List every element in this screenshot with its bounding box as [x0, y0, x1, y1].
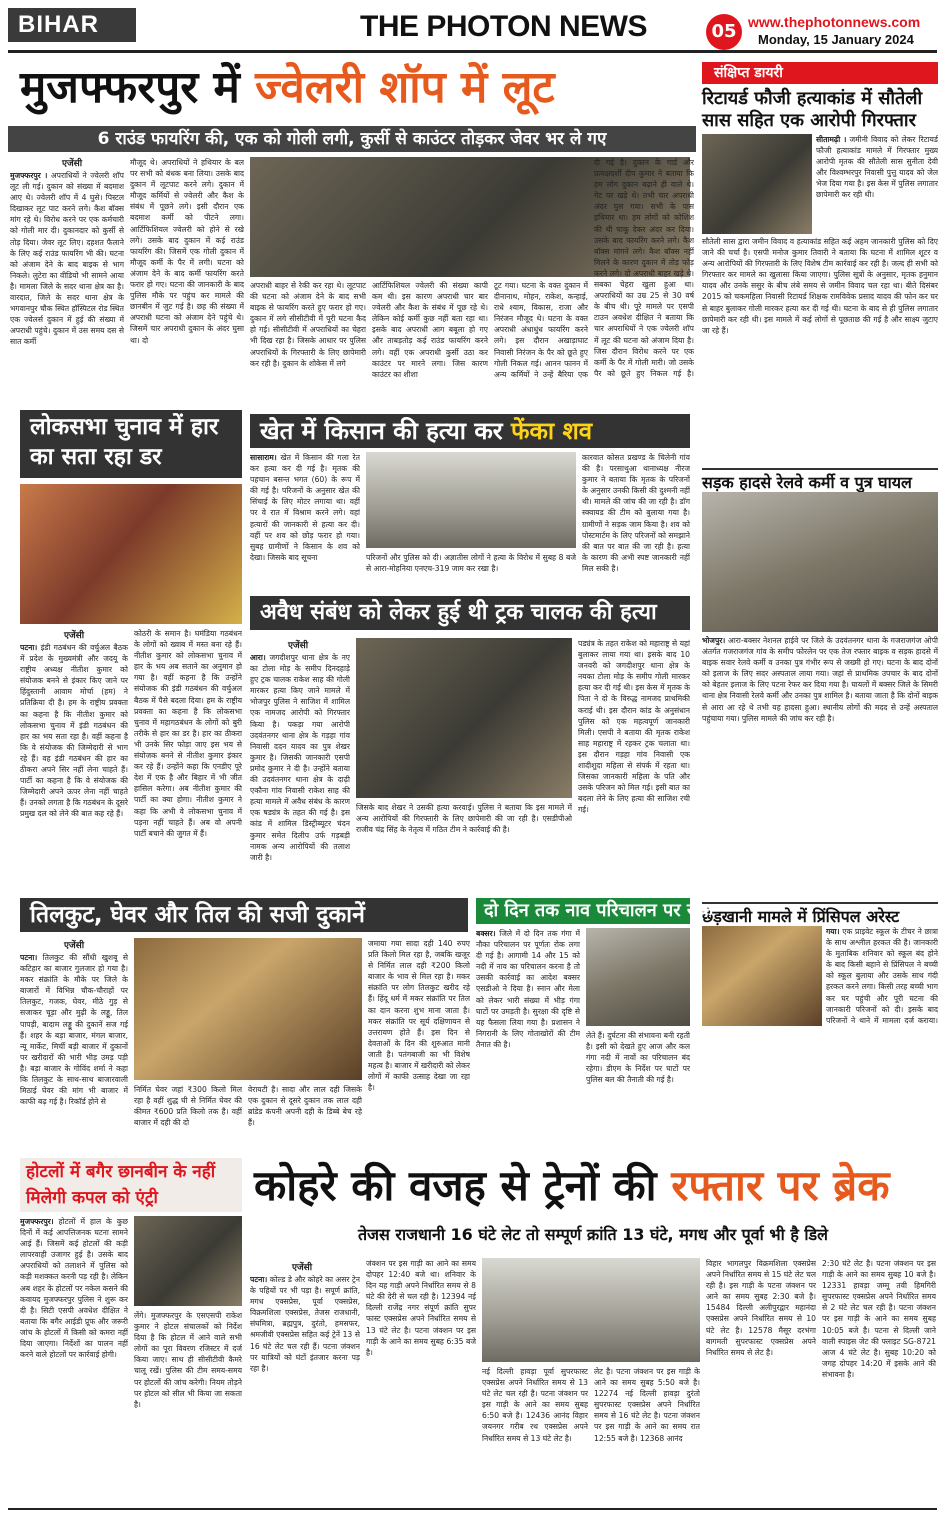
- train-col4: लेट है। पटना जंक्शन पर इस गाड़ी के आने का समय सुबह 5:50 बजे है। 12274 नई दिल्ली हावड़ा दुरंतो सुपरफास्ट एक्सप्रेस अपने निर्धारित समय से 16 घंटे लेट है। पटना जंक्शन पर इस गाड़ी के आने का समय रात 12:55 बजे है। 12368 आनंद: [594, 1367, 700, 1443]
- train-col1: पटना। कोल्ड डे और कोहरे का असर ट्रेन के पहियों पर भी पड़ा है। सपूर्ण क्रांति, मगध एक्सप्रेस, पूर्वा एक्सप्रेस, विक्रमशिला एक्सप्रेस, तेजस राजधानी, संघमित्रा, ब्रह्मपुत्र, दुरंतो, हमसफर, श्रमजीवी एक्सप्रेस सहित कई ट्रेनें 13 से 16 घंटे लेट चल रही हैं। पटना जंक्शन पर यात्रियों को घंटों इंतजार करना पड़ रहा है।: [250, 1275, 360, 1373]
- naav-col2: लेते हैं। दुर्घटना की संभावना बनी रहती है। इसी को देखते हुए आज और कल गंगा नदी में नावों का परिचालन बंद रहेगा। डीएम के निर्देश पर घाटों पर पुलिस बल की तैनाती की गई है।: [586, 1031, 690, 1085]
- tilkut-agency: एजेंसी: [64, 941, 85, 951]
- sidebar-story1-more: सौतेली सास द्वारा जमीन विवाद व हत्याकांड सहित कई अहम जानकारी पुलिस को दिए जाने की चर्चा है। एसपी मनोज कुमार तिवारी ने बताया कि घटना में शामिल शूटर व अन्य आरोपियों की गिरफ्तारी के लिए विशेष टीम कार्रवाई कर रही है। जल्द ही सभी को गिरफ्तार कर मामले का खुलासा किया जाएगा। पुलिस सूत्रों के अनुसार, मृतक हनुमान यादव और उनके ससुर के बीच लंबे समय से जमीन विवाद चल रहा था। बीते दिसंबर 2015 को चकमहिला निवासी रिटायर्ड शिक्षक रामविवेक प्रसाद यादव की फोन कर घर से बाहर बुलाकर गोली मारकर हत्या कर दी गई थी। घटना के बाद से ही पुलिस लगातार छापेमारी कर रही थी। इस मामले में कई लोगों से पूछताछ की गई है और साक्ष्य जुटाए जा रहे हैं।: [702, 237, 938, 335]
- hotel-headline: होटलों में बगैर छानबीन के नहीं मिलेगी कपल को एंट्री: [20, 1158, 242, 1212]
- naav-photo: [586, 928, 690, 1026]
- chunav-col1: पटना। इंडी गठबंधन की वर्चुअल बैठक में प्रदेश के मुख्यमंत्री और जदयू के राष्ट्रीय अध्यक्ष नीतीश कुमार को संयोजक बनने से इंकार किए जाने पर हिंदुस्तानी आवाम मोर्चा (हम) ने प्रतिक्रिया दी है। हम के राष्ट्रीय प्रवक्ता का कहना है कि नीतीश कुमार को लोकसभा चुनाव में इंडी गठबंधन की हार का भय सता रहा है। वहीं कहना है कि वे संयोजक की जिम्मेदारी से भाग रहे हैं। वह इंडी गठबंधन की हार का ठीकरा अपने सिर नहीं लेना चाहते हैं। पार्टी का कहना है कि वे संयोजक की जिम्मेदारी अपने ऊपर लेना नहीं चाहते हैं। उनको लगता है कि गठबंधन के दूसरे प्रमुख दल को लेने की बात कह रहे हैं।: [20, 643, 128, 819]
- sidebar-story2-title: सड़क हादसे रेलवे कर्मी व पुत्र घायल: [702, 468, 938, 494]
- kisan-headline: खेत में किसान की हत्या कर फेंका शव: [250, 414, 690, 448]
- truck-col2: पड्यंत्र के तहत राकेश को महाराष्ट्र से यहां बुलाकर लाया गया था। इसके बाद 10 जनवरी को जगदीशपुर थाना क्षेत्र के नयका टोला मोड़ के समीप गोली मारकर हत्या कर दी गई थी। इस केस में मृतक के पिता ने दो के विरुद्ध नामजद प्राथमिकी कराई थी। इस दौरान कांड के अनुसंधान पुलिस को एक महत्वपूर्ण जानकारी मिली। एसपी ने बताया की मृतक राकेश साह महाराष्ट्र में रहकर ट्रक चलाता था। इस दौरान गड़हा गांव निवासी एक शादीशुदा महिला से संपर्क में रहता था। जिसका जानकारी महिला के पति और उसके परिजन को मिल गई। इसी बात का बदला लेने के लिए हत्या की साजिश रची गई।: [578, 639, 690, 815]
- tilkut-col4: जमाया गया सादा दही 140 रुपए प्रति किलो मिल रहा है, जबकि खजूर से निर्मित लाल दही ₹200 किलो बाजार के भाव से मिल रहा है। मकर संक्रांति पर लोग तिलकुट खरीद रहे हैं। हिंदू धर्म में मकर संक्रांति पर तिल का दान करना शुभ माना जाता है। मकर संक्रांति पर सूर्य दक्षिणायन से उत्तरायण होते हैं। इस दिन से देवताओं के दिन की शुरुआत मानी जाती है। पतंगबाजी का भी विशेष महत्व है। बाजार में खरीदारी को लेकर लोगों में काफी उत्साह देखा जा रहा है।: [368, 939, 470, 1093]
- lead-agency: एजेंसी: [62, 159, 83, 169]
- sidebar-story1-text: सीतामढ़ी । जमीनी विवाद को लेकर रिटायर्ड फौजी हत्याकांड मामले में गिरफ्तार मुख्य आरोपी मृतक की सौतेली सास सुनीता देवी और विश्वम्भरपुर निवासी पुत्तु यादव को जेल भेज दिया गया है। इस केस में पुलिस लगातार छापेमारी कर रही थी।: [816, 135, 938, 200]
- truck-col1: आरा। जगदीशपुर थाना क्षेत्र के नए का टोला मोड़ के समीप दिनदहाड़े हुए ट्रक चालक राकेश साह की गोली मारकर हत्या किए जाने मामले में भोजपुर पुलिस ने साजिश में शामिल एक नामजद आरोपी को गिरफ्तार किया है। पकड़ा गया आरोपी उदवंतनगर थाना क्षेत्र के गड़हा गांव निवासी ददन यादव का पुत्र शेखर कुमार है। जिसकी जानकारी एसपी प्रमोद कुमार ने दी है। उन्होंने बताया की उदवंतनगर थाना क्षेत्र के दाढ़ी एकौना गांव निवासी राकेश साह की हत्या मामले में अवैध संबंध के कारण एक षड्यंत्र के तहत की गई है। इस कांड में शामिल डिस्ट्रीब्यूटर चंदन कुमार समेत दिलीप उर्फ गड़बड़ी नामक अन्य आरोपियों की तलाश जारी है।: [250, 653, 350, 862]
- tilkut-col3: वेरायटी है। सादा और लाल दही जिसके एक दुकान से दूसरे दुकान तक लाल दही ब्रांडेड कंपनी अपनी दही के डिब्बे बेच रहे हैं।: [248, 1085, 362, 1128]
- naav-headline: दो दिन तक नाव परिचालन पर रोक: [476, 898, 690, 924]
- newspaper-title: THE PHOTON NEWS: [360, 10, 647, 43]
- chunav-agency: एजेंसी: [64, 631, 85, 641]
- truck-col3: जिसके बाद शेखर ने उसकी हत्या करवाई। पुलिस ने बताया कि इस मामले में अन्य आरोपियों की गिरफ्तारी के लिए छापेमारी की जा रही है। एसडीपीओ राजीव चंद्र सिंह के नेतृत्व में गठित टीम ने कार्रवाई की है।: [356, 803, 572, 835]
- sidebar-story3-photo: [702, 926, 822, 1026]
- page-number: 05: [706, 14, 742, 50]
- lead-col6: दी गई है। दुकान के गार्ड और प्रत्यक्षदर्शी दीप कुमार ने बताया कि हम लोग दुकान बढ़ाने ही वाले थे। गेट पर खड़े थे। तभी चार अपराधी अंदर घुस गया। सभी के पास हथियार था। हम लोगों को कोशिश की थी चाकू देकर अंदर कर दिया। उसके बाद फायरिंग करने लगे। कैश बॉक्स मांगने लगे। कैश बॉक्स नहीं मिलने के कारण दुकान में तोड़ फोड़ करने लगे। दो अपराधी बाहर खड़े थे। सबका चेहरा खुला हुआ था। अपराधियों का उम्र 25 से 30 वर्ष के बीच थी। पूरे मामले पर एसपी टाउन अवधेश दीक्षित ने बताया कि चार अपराधियों ने एक ज्वेलरी शॉप में लूट की घटना को अंजाम दिया है। जिस दौरान विरोध करने पर एक कर्मी के पैर में गोली मारी। जो उसके पैर को छूते हुए निकल गई है।: [594, 158, 694, 378]
- lead-col5: टूट गया। घटना के वक्त दुकान में दीनानाथ, मोहन, राकेश, कन्हाई, राधे श्याम, विकास, राजा और निरंजन मौजूद थे। घटना के वक्त अपराधी अंधाधुंध फायरिंग करने लगे। इस दौरान अखाड़ाघाट निवासी निरंजन के पैर को छूते हुए गोली निकल गई। आनन फानन में अन्य कर्मियों ने उन्हें बैरिया एक: [494, 281, 588, 379]
- chunav-col2: कोठरी के समान है। घमंडिया गठबंधन के लोगों को ख्वाब में मस्त बना रहे हैं। नीतीश कुमार को लोकसभा चुनाव में हार के भय अब सताने का अनुमान हो गया है। वहीं कहना है कि उन्होंने संयोजक की इंडी गठबंधन की वर्चुअल बैठक में पैसे बदला दिया। हम के राष्ट्रीय प्रवक्ता का कहना है कि लोकसभा चुनाव में महागठबंधन के लोगों को बुरी तरीके से हार का डर है। हार का ठीकरा भी उनके सिर फोड़ा जाए इस भय से संयोजक बनने से नीतीश कुमार इंकार कर रहे हैं। उन्होंने कहा कि एनडीए पूरे देश में एक है और बिहार में भी जीत हासिल करेगा। अब नीतीश कुमार की पार्टी का क्या होगा। नीतीश कुमार ने कहा कि अभी वे लोकसभा चुनाव में पड़ना नहीं चाहते हैं। अब वो अपनी पार्टी बचाने की जुगत में हैं।: [134, 629, 242, 838]
- kisan-col1: सासाराम। खेत में किसान की गला रेत कर हत्या कर दी गई है। मृतक की पहचान बसन्त भगत (60) के रूप में की गई है। परिजनों के अनुसार खेत की सिंचाई के लिए मोटर लगाया था। वहीं पर वे रात में विश्राम करने लगे। वहां हत्यारों की जानकारी से हत्या कर दी। वहीं पर शव को छोड़ फरार हो गया। सुबह ग्रामीणों ने किसान के शव को देखा। जिसके बाद सूचना: [250, 453, 360, 562]
- hotel-col2: लेंगे। मुजफ्फरपुर के एसएसपी राकेश कुमार ने होटल संचालकों को निर्देश दिया है कि होटल में आने वाले सभी लोगों का पूरा विवरण रजिस्टर में दर्ज किया जाए। साथ ही सीसीटीवी कैमरे चालू रखें। पुलिस की टीम समय-समय पर होटलों की जांच करेगी। नियम तोड़ने पर होटल को सील भी किया जा सकता है।: [134, 1311, 242, 1409]
- lead-col3: अपराधी बाहर से रेकी कर रहा थे। लूटपाट की घटना को अंजाम देने के बाद सभी बाइक से फायरिंग करते हुए फरार हो गए। दुकान में लगे सीसीटीवी में पूरी घटना कैद हो गई। सीसीटीवी में अपराधियों का चेहरा भी दिख रहा है। जिसके आधार पर पुलिस अपराधियों के गिरफ्तारी के लिए छापेमारी कर रही है। दुकान के शोकेस में लगे: [250, 281, 366, 368]
- train-col3: नई दिल्ली हावड़ा पूर्वा सुपरफास्ट एक्सप्रेस अपने निर्धारित समय से 13 घंटे लेट चल रही है। पटना जंक्शन पर इस गाड़ी के आने का समय सुबह 6:50 बजे है। 12436 आनंद विहार जयनगर गरीब रथ एक्सप्रेस अपने निर्धारित समय से 13 घंटे लेट है।: [482, 1367, 588, 1443]
- train-agency: एजेंसी: [292, 1263, 313, 1273]
- train-photo: [482, 1258, 700, 1362]
- site-url[interactable]: www.thephotonnews.com: [748, 14, 921, 30]
- masthead-rule: [8, 50, 937, 53]
- sidebar-story3-text: गया। एक प्राइवेट स्कूल के टीचर ने छात्रा के साथ अश्लील हरकत की है। जानकारी के मुताबिक शनिवार को स्कूल बंद होने के बाद किसी बहाने से प्रिंसिपल ने बच्ची को स्कूल बुलाया और उसके साथ गंदी हरकत करने लगा। किसी तरह बच्ची भाग कर घर पहुंची और पूरी घटना की जानकारी परिजनों को दी। इसके बाद परिजनों ने थाने में मामला दर्ज कराया।: [826, 927, 938, 1025]
- hotel-photo: [134, 1216, 242, 1306]
- chunav-photo: [20, 484, 242, 624]
- sidebar-header: संक्षिप्त डायरी: [702, 62, 938, 84]
- lead-col4: आर्टिफिशियल ज्वेलरी की संख्या कापी कम थी। इस कारण अपराधी चार बार ज्वेलरी और कैश के संबंध में पूछ रहे थे। लेकिन कोई कर्मी कुछ नहीं बता रहा था। इसके बाद अपराधी आग बबूला हो गए और ताबड़तोड़ कई राउंड फायरिंग करने लगे। वहीं एक अपराधी कुर्सी उठा कर काउंटर पर मारने लगा। जिस कारण काउंटर का शीशा: [372, 281, 488, 379]
- issue-date: Monday, 15 January 2024: [758, 32, 914, 47]
- lead-col1: मुजफ्फरपुर । अपराधियों ने ज्वेलरी शॉप लूट ली गई। दुकान को संख्या में बदमाश आए थे। ज्वेलरी शॉप में 4 घुसे। पिस्टल दिखाकर लूट पाट करने लगे। कैश बॉक्स मांग रहे थे। विरोध करने पर एक कर्मचारी को गोली मार दी। दुकानदार को कुर्सी से तोड़ दिया। जेवर लूट लिए। दहशत फैलाने के लिए कई राउंड फायरिंग भी की। घटना को अंजाम देने के बाद बाइक से भाग निकले। लुटेरा का वीडियो भी सामने आया है। मामला जिले के सदर थाना क्षेत्र का है। वारदात, जिले के सदर थाना क्षेत्र के भगवानपुर चौक स्थित हॉस्पिटल रोड स्थित एक ज्वेलर्स दुकान में हुई की संख्या में अपराधी पहुंचे। दुकान में उस समय दस से सात कर्मी: [10, 171, 124, 347]
- hotel-col1: मुजफ्फरपुर। होटलों में हाल के कुछ दिनों में कई आपत्तिजनक घटना सामने आई हैं। जिसमें कई होटलों की कड़ी लापरवाही उजागर हुई है। उसके बाद अपराधियों को तलाशने में पुलिस को कड़ी मशक्कत करनी पड़ रही है। लेकिन अब शहर के होटलों पर नकेल कसने की कवायद मुजफ्फरपुर पुलिस ने शुरू कर दी है। सिटी एसपी अवधेश दीक्षित ने बताया कि बगैर आईडी प्रूफ और जरूरी जांच के होटलों में किसी को कमरा नहीं दिया जाएगा। निर्देशों का पालन नहीं करने वाले होटलों पर कार्रवाई होगी।: [20, 1217, 128, 1360]
- train-col2: जंक्शन पर इस गाड़ी का आने का समय दोपहर 12:40 बजे था। शनिवार के दिन यह गाड़ी अपने निर्धारित समय से 8 घंटे की देरी से चल रही है। 12394 नई दिल्ली राजेंद्र नगर संपूर्ण क्रांति सुपर फास्ट एक्सप्रेस अपने निर्धारित समय से 13 घंटे लेट है। पटना जंक्शन पर इस गाड़ी के आने का समय सुबह 6:35 बजे है।: [366, 1259, 476, 1357]
- lead-headline: मुजफ्फरपुर में ज्वेलरी शॉप में लूट: [20, 62, 555, 113]
- train-headline: कोहरे की वजह से ट्रेनों की रफ्तार पर ब्रेक: [254, 1161, 890, 1210]
- sidebar-story2-photo: [702, 492, 938, 632]
- sidebar-story1-title: रिटायर्ड फौजी हत्याकांड में सौतेली सास सहित एक आरोपी गिरफ्तार: [702, 88, 923, 131]
- truck-agency: एजेंसी: [288, 641, 309, 651]
- tilkut-col1: पटना। तिलकुट की सौंधी खुशबू से कटिहार का बाजार गुलजार हो गया है। मकर संक्रांति के मौके पर जिले के बाजारों में विभिन्न चौक-चौराहों पर तिलकुट, गजक, घेवर, मीठे गुड़ से सजाकर चूड़ा और मुढ़ी के लड्डू, तिल पापड़ी, बादाम लड्डू की दुकानें सज गई हैं। शहर के बड़ा बाजार, मंगल बाजार, न्यू मार्केट, मिर्ची बड़ी बाजार में दुकानों पर खरीदारों की भारी भीड़ उमड़ पड़ी है। बड़ा बाजार के गोविंद शर्मा ने कहा कि तिलकुट के साथ-साथ बाजारवाली मिठाई घेवर की मांग भी बाजार में काफी बढ़ गई है। रिकॉर्ड होने से: [20, 953, 128, 1107]
- train-subhead: तेजस राजधानी 16 घंटे लेट तो सम्पूर्ण क्रांति 13 घंटे, मगध और पूर्वा भी है डिले: [250, 1222, 936, 1248]
- tilkut-headline: तिलकुट, घेवर और तिल की सजी दुकानें: [20, 898, 468, 932]
- sidebar-story1-photo: [702, 134, 812, 234]
- edition-label: BIHAR: [8, 8, 136, 42]
- truck-headline: अवैध संबंध को लेकर हुई थी ट्रक चालक की हत्या: [250, 596, 690, 630]
- train-col5: विहार भागलपुर विक्रमशिला एक्सप्रेस अपने निर्धारित समय से 15 घंटे लेट चल रही है। इस गाड़ी के पटना जंक्शन पर आने का समय सुबह 2:30 बजे है। 15484 दिल्ली अलीपुरद्वार महानंदा एक्सप्रेस अपने निर्धारित समय से 10 घंटे लेट है। 12578 मैसूर दरभंगा बागमती सुपरफास्ट एक्सप्रेस अपने निर्धारित समय से लेट है।: [706, 1259, 816, 1357]
- lead-col2: मौजूद थे। अपराधियों ने हथियार के बल पर सभी को बंधक बना लिया। उसके बाद दुकान में लूटपाट करने लगे। दुकान में मौजूद कर्मियों से ज्वेलरी और कैश के संबंध में पूछने लगे। इसी दौरान एक बदमाश कर्मी को पीटने लगा। आर्टिफिशियल ज्वेलरी को होने से रखे लगे। उसके बाद दुकान में कई राउंड फायरिंग की। जिसमें एक गोली दुकान में मौजूद कर्मी के पैर में लगी। घटना को अंजाम देने के बाद कर्मी फायरिंग करते फरार हो गए। घटना की जानकारी के बाद पुलिस मौके पर पहुंच कर मामले की छानबीन में जुट गई है। छह की संख्या में अपराधी घटना को अंजाम देने पहुंचे थे। जिसमें चार अपराधी दुकान के अंदर घुसा था। दो: [130, 158, 244, 345]
- tilkut-col2: निर्मित घेवर जहां ₹300 किलो मिल रहा है वहीं शुद्ध घी से निर्मित घेवर की कीमत ₹600 प्रति किलो तक है। वहीं बाजार में दही की दो: [134, 1085, 242, 1128]
- footer-rule: [8, 1508, 937, 1510]
- sidebar-story3-title: छेड़खानी मामले में प्रिंसिपल अरेस्ट: [702, 902, 938, 928]
- tilkut-photo: [134, 938, 362, 1080]
- chunav-headline: लोकसभा चुनाव में हार का सता रहा डर: [20, 410, 242, 478]
- sidebar-story2-text: भोजपुर। आरा-बक्सर नेशनल हाईवे पर जिले के उदवंतनगर थाना के गजराजगंज ओपी अंतर्गत गजराजगंज गांव के समीप फोरलेन पर एक तेज रफ्तार बाइक व सड़क हादसे में बाइक सवार रेलवे कर्मी व उनका पुत्र गंभीर रूप से जख्मी हो गए। घटना के बाद दोनों को इलाज के लिए सदर अस्पताल लाया गया। जहां से प्राथमिक उपचार के बाद दोनों को बेहतर इलाज के लिए पटना रेफर कर दिया गया है। घायलों में बक्सर जिले के सिमरी थाना क्षेत्र निवासी रेलवे कर्मी और उनका पुत्र शामिल है। बताया जाता है कि दोनों बाइक से आरा आ रहे थे तभी यह हादसा हुआ। स्थानीय लोगों की मदद से उन्हें अस्पताल पहुंचाया गया। पुलिस मामले की जांच कर रही है।: [702, 636, 938, 723]
- truck-photo: [356, 638, 572, 798]
- naav-col1: बक्सर। जिले में दो दिन तक गंगा में नौका परिचालन पर पूर्णतः रोक लगा दी गई है। आगामी 14 और 15 को नदी में नाव का परिचालन करना है तो उसकी कार्रवाई का आदेश बक्सर एसडीओ ने दिया है। स्नान और मेला को लेकर भारी संख्या में भीड़ गंगा घाटों पर उमड़ती है। सुरक्षा की दृष्टि से यह फैसला लिया गया है। प्रशासन ने निगरानी के लिए गोताखोरों की टीम तैनात की है।: [476, 929, 580, 1049]
- lead-subhead: 6 राउंड फायरिंग की, एक को गोली लगी, कुर्सी से काउंटर तोड़कर जेवर भर ले गए: [8, 126, 696, 152]
- kisan-col2: परिजनों और पुलिस को दी। अज्ञातीस लोगों ने हत्या के विरोध में सुबह 8 बजे से आरा-मोहनिया एनएच-319 जाम कर रखा है।: [366, 553, 576, 574]
- kisan-photo: [366, 452, 576, 548]
- kisan-col3: कारवात कोसत प्रखण्ड के चिलेनी गांव की है। परसाथुआ थानाध्यक्ष नीरज कुमार ने बताया कि मृतक के परिजनों के अनुसार उनकी किसी की दुश्मनी नहीं थी। मामले की जांच की जा रही है। डॉग स्क्वायड की टीम को बुलाया गया है। ग्रामीणों ने सड़क जाम किया है। शव को पोस्टमार्टम के लिए परिजनों को समझाने की बात पर बात की जा रही है। हत्या के कारण की अभी स्पष्ट जानकारी नहीं मिल सकी है।: [582, 453, 690, 573]
- train-col6: 2:30 घंटे लेट है। पटना जंक्शन पर इस गाड़ी के आने का समय सुबह 10 बजे है। 12331 हावड़ा जम्मू तवी हिमगिरी सुपरफास्ट एक्सप्रेस अपने निर्धारित समय से 2 घंटे लेट चल रही है। पटना जंक्शन पर इस गाड़ी के आने का समय सुबह 10:05 बजे है। पटना से दिल्ली जाने वाली स्पाइस जेट की फ्लाइट SG-8721 आज 4 घंटे लेट है। सुबह 10:20 को जगह दोपहर 14:20 में इसके आने की संभावना है।: [822, 1259, 936, 1379]
